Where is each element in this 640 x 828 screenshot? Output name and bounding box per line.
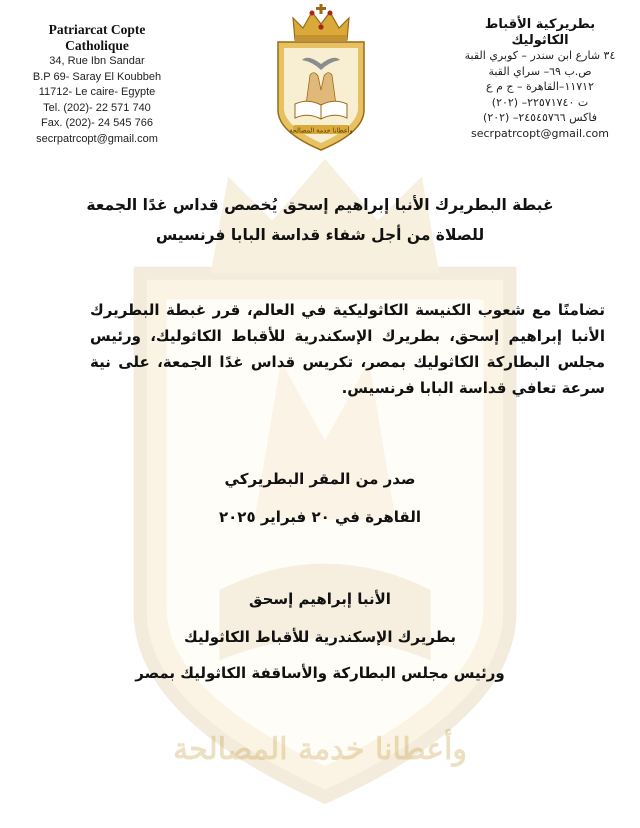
watermark-motto: وأعطانا خدمة المصالحة (173, 732, 467, 767)
signatory-title-1: بطريرك الإسكندرية للأقباط الكاثوليك (184, 628, 456, 646)
place-date: القاهرة في ٢٠ فبراير ٢٠٢٥ (219, 508, 421, 526)
announcement-paragraph: تضامنًا مع شعوب الكنيسة الكاثوليكية في العالم، قرر غبطة البطريرك الأنبا إبراهيم إسحق، بطريرك الإسكندرية للأقباط الكاثوليك، ورئيس مجلس البطاركة الكاثوليك بمصر، تكريس قداس غدًا الجمعة، على نية سرعة تعافي قداسة البابا فرنسيس. (90, 301, 605, 397)
issued-from: صدر من المقر البطريركي (224, 470, 416, 488)
logo-motto: وأعطانا خدمة المصالحة (289, 126, 353, 135)
city-latin: 11712- Le caire- Egypte (38, 86, 156, 98)
fax-latin: Fax. (202)- 24 545 766 (41, 117, 153, 129)
title-line-2: للصلاة من أجل شفاء قداسة البابا فرنسيس (155, 226, 485, 244)
street-arabic: ٣٤ شارع ابن سندر – كوبري القبة (464, 49, 616, 62)
title-line-1: غبطة البطريرك الأنبا إبراهيم إسحق يُخصص قداس غدًا الجمعة (86, 196, 554, 214)
city-arabic: ١١٧١٢–القاهرة – ج م ع (486, 80, 594, 93)
street-latin: 34, Rue Ibn Sandar (49, 55, 145, 67)
fax-arabic: فاكس ٢٤٥٤٥٧٦٦– (٢٠٢) (483, 111, 597, 124)
po-box-latin: B.P 69- Saray El Koubbeh (32, 70, 162, 83)
tel-latin: Tel. (202)- 22 571 740 (43, 101, 151, 114)
patriarchate-emblem-icon (269, 4, 373, 154)
letterhead (0, 0, 640, 150)
org-name-latin: Patriarcat Copte Catholique (48, 22, 146, 53)
tel-arabic: ت ٢٢٥٧١٧٤٠– (٢٠٢) (491, 95, 589, 109)
org-name-arabic: بطريركية الأقباط الكاثوليك (484, 17, 596, 48)
po-box-arabic: ص.ب ٦٩– سراي القبة (488, 64, 592, 78)
signatory-name: الأنبا إبراهيم إسحق (249, 590, 391, 608)
email-latin: secrpatrcopt@gmail.com (36, 132, 158, 145)
email-arabic-side: secrpatrcopt@gmail.com (471, 126, 609, 140)
signatory-title-2: ورئيس مجلس البطاركة والأساقفة الكاثوليك بمصر (135, 664, 505, 682)
latin-address-block (22, 22, 172, 147)
arabic-address-block (460, 17, 620, 141)
